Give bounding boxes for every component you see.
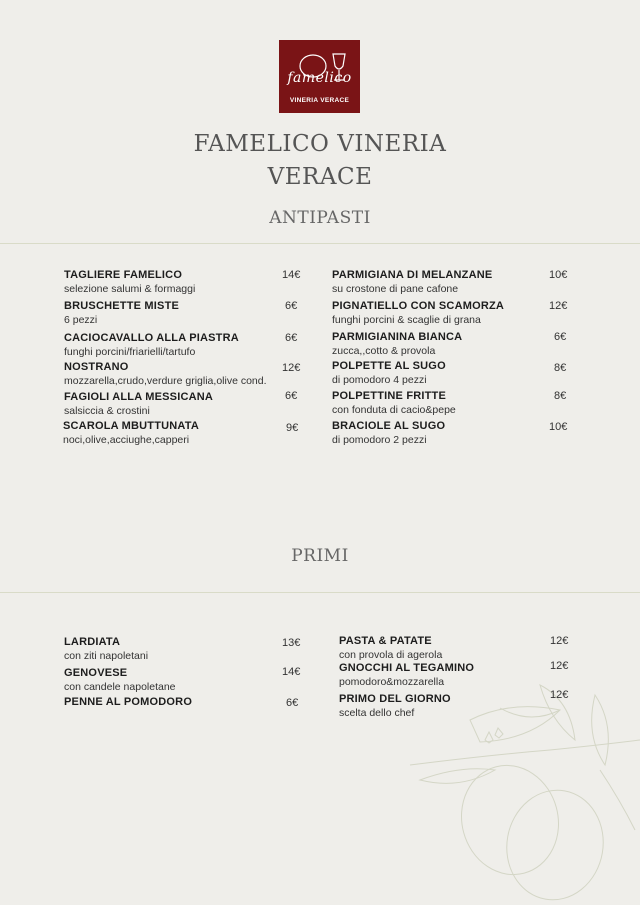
item-name: POLPETTINE FRITTE <box>332 390 447 402</box>
item-description: con provola di agerola <box>339 649 443 661</box>
item-price: 10€ <box>549 269 568 281</box>
item-price: 9€ <box>286 422 299 434</box>
item-price: 12€ <box>550 635 569 647</box>
item-price: 8€ <box>554 390 567 402</box>
restaurant-logo <box>279 40 360 113</box>
menu-item <box>64 390 213 418</box>
item-description: pomodoro&mozzarella <box>339 676 445 688</box>
item-price: 6€ <box>285 390 298 402</box>
item-price: 6€ <box>285 332 298 344</box>
item-name: PARMIGIANA DI MELANZANE <box>332 269 493 281</box>
item-name: PIGNATIELLO CON SCAMORZA <box>332 300 505 312</box>
section-heading-primi: PRIMI <box>291 546 349 566</box>
menu-item <box>64 331 239 359</box>
item-price: 12€ <box>282 362 301 374</box>
item-description: selezione salumi & formaggi <box>64 283 196 295</box>
menu-item <box>64 360 267 388</box>
menu-item <box>332 330 462 358</box>
item-description: mozzarella,crudo,verdure griglia,olive cond. <box>64 375 267 387</box>
logo-subtitle: VINERIA VERACE <box>289 97 350 104</box>
item-description: su crostone di pane cafone <box>332 283 459 295</box>
item-price: 8€ <box>554 362 567 374</box>
section-heading-antipasti: ANTIPASTI <box>269 208 371 228</box>
item-name: PRIMO DEL GIORNO <box>339 693 451 705</box>
item-description: funghi porcini/friarielli/tartufo <box>64 346 196 358</box>
item-name: PARMIGIANINA BIANCA <box>332 331 463 343</box>
item-description: salsiccia & crostini <box>64 405 150 417</box>
item-name: GENOVESE <box>64 667 128 679</box>
menu-item <box>332 299 504 327</box>
item-name: CACIOCAVALLO ALLA PIASTRA <box>64 332 239 344</box>
menu-item <box>64 299 179 327</box>
menu-item <box>339 634 442 662</box>
menu-item <box>332 268 492 296</box>
page-title-line-1: FAMELICO VINERIA <box>193 131 447 157</box>
item-description: con fonduta di cacio&pepe <box>332 404 456 416</box>
item-description: scelta dello chef <box>339 707 415 719</box>
item-price: 14€ <box>282 269 301 281</box>
item-description: con candele napoletane <box>64 681 176 693</box>
menu-item <box>332 419 445 447</box>
item-name: BRUSCHETTE MISTE <box>64 300 180 312</box>
menu-item <box>339 692 451 720</box>
menu-item <box>332 389 456 417</box>
item-description: noci,olive,acciughe,capperi <box>63 434 190 446</box>
item-price: 6€ <box>285 300 298 312</box>
item-price: 14€ <box>282 666 301 678</box>
item-description: zucca,,cotto & provola <box>332 345 436 357</box>
menu-item <box>64 635 148 663</box>
item-name: FAGIOLI ALLA MESSICANA <box>64 391 214 403</box>
item-name: NOSTRANO <box>64 361 129 373</box>
item-price: 6€ <box>286 697 299 709</box>
item-price: 12€ <box>550 689 569 701</box>
item-name: GNOCCHI AL TEGAMINO <box>339 662 475 674</box>
menu-item <box>339 661 474 689</box>
logo-script: famelico <box>287 70 352 86</box>
menu-item <box>64 666 176 694</box>
divider <box>0 592 640 593</box>
item-name: PASTA & PATATE <box>339 635 432 647</box>
item-name: PENNE AL POMODORO <box>64 696 193 708</box>
item-name: TAGLIERE FAMELICO <box>64 269 183 281</box>
menu-item <box>63 419 199 447</box>
item-price: 12€ <box>550 660 569 672</box>
divider <box>0 243 640 244</box>
item-description: di pomodoro 2 pezzi <box>332 434 427 446</box>
item-description: di pomodoro 4 pezzi <box>332 374 427 386</box>
page-title-line-2: VERACE <box>267 164 373 190</box>
menu-item <box>332 359 446 387</box>
menu-item <box>64 695 192 709</box>
item-price: 10€ <box>549 421 568 433</box>
item-name: SCAROLA MBUTTUNATA <box>63 420 199 432</box>
item-name: LARDIATA <box>64 636 121 648</box>
item-description: funghi porcini & scaglie di grana <box>332 314 481 326</box>
item-description: con ziti napoletani <box>64 650 149 662</box>
item-price: 12€ <box>549 300 568 312</box>
menu-item <box>64 268 195 296</box>
item-name: BRACIOLE AL SUGO <box>332 420 446 432</box>
item-price: 6€ <box>554 331 567 343</box>
item-name: POLPETTE AL SUGO <box>332 360 446 372</box>
item-description: 6 pezzi <box>64 314 98 326</box>
item-price: 13€ <box>282 637 301 649</box>
